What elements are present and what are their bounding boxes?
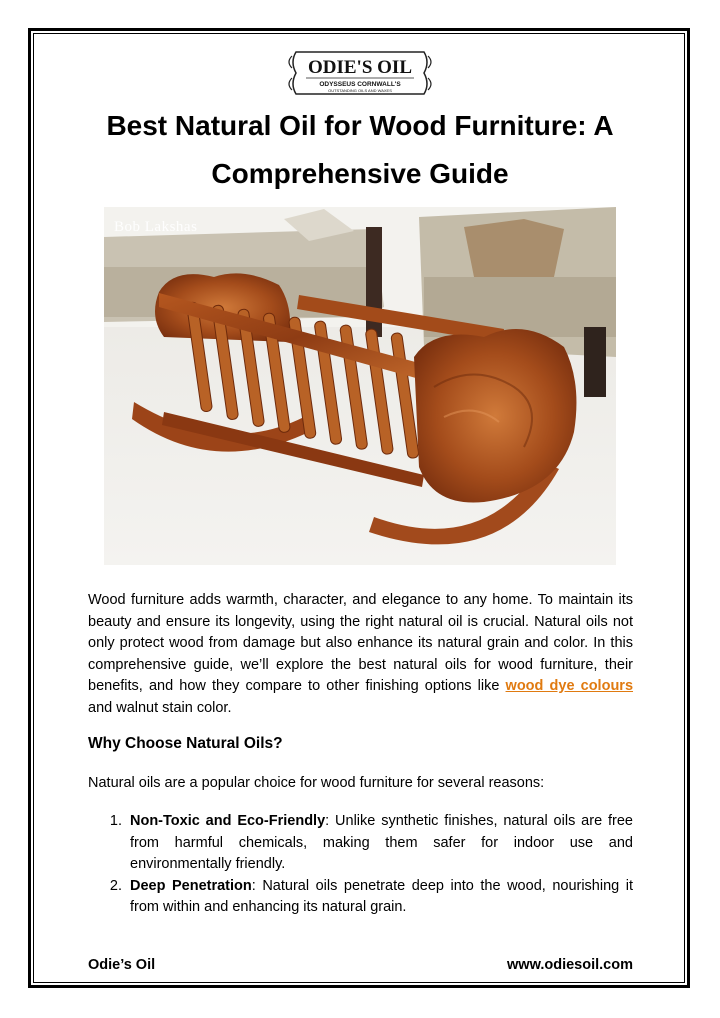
reasons-list — [88, 811, 633, 919]
list-item — [88, 811, 633, 876]
page-title: Best Natural Oil for Wood Furniture: A Comprehensive Guide — [106, 110, 614, 189]
logo-brand-text: ODIE'S OIL — [307, 57, 413, 78]
list-item — [88, 876, 633, 919]
section-heading: Why Choose Natural Oils? — [88, 735, 283, 752]
photo-watermark: Bob Lakshas — [114, 219, 198, 235]
list-term: Non-Toxic and Eco-Friendly — [130, 813, 326, 829]
logo-line1: ODYSSEUS CORNWALL'S — [319, 81, 401, 88]
intro-text-after: and walnut stain color. — [88, 699, 232, 716]
footer-brand: Odie’s Oil — [88, 957, 156, 973]
brand-logo — [288, 46, 432, 100]
intro-text-before: Wood furniture adds warmth, character, and elegance to any home. To maintain its beauty and ensure its longevity, using the right natural oil is crucial. Natural oils not only protect wood from damage but also enhance its natural grain and color. In this comprehensive guide, we’ll explore the best natural oils for wood furniture, their benefits, and how they compare to other finishing options like — [88, 592, 633, 694]
list-term: Deep Penetration — [130, 877, 252, 894]
list-description: : Natural oils penetrate deep into the wood, nourishing it from within and enhancing its natural grain. — [130, 877, 634, 915]
list-number: 1. — [109, 813, 122, 829]
list-number: 2. — [109, 877, 122, 894]
cradle-photo — [104, 207, 616, 565]
wood-dye-colours-link[interactable]: wood dye colours — [505, 678, 634, 694]
list-description: : Unlike synthetic finishes, natural oils are free from harmful chemicals, making them safer for indoor use and environmentally friendly. — [130, 813, 633, 872]
section-lead: Natural oils are a popular choice for wood furniture for several reasons: — [88, 775, 545, 791]
logo-line2: OUTSTANDING OILS AND WAXES — [328, 88, 392, 93]
footer-website[interactable]: www.odiesoil.com — [507, 957, 633, 973]
intro-paragraph — [88, 590, 633, 719]
